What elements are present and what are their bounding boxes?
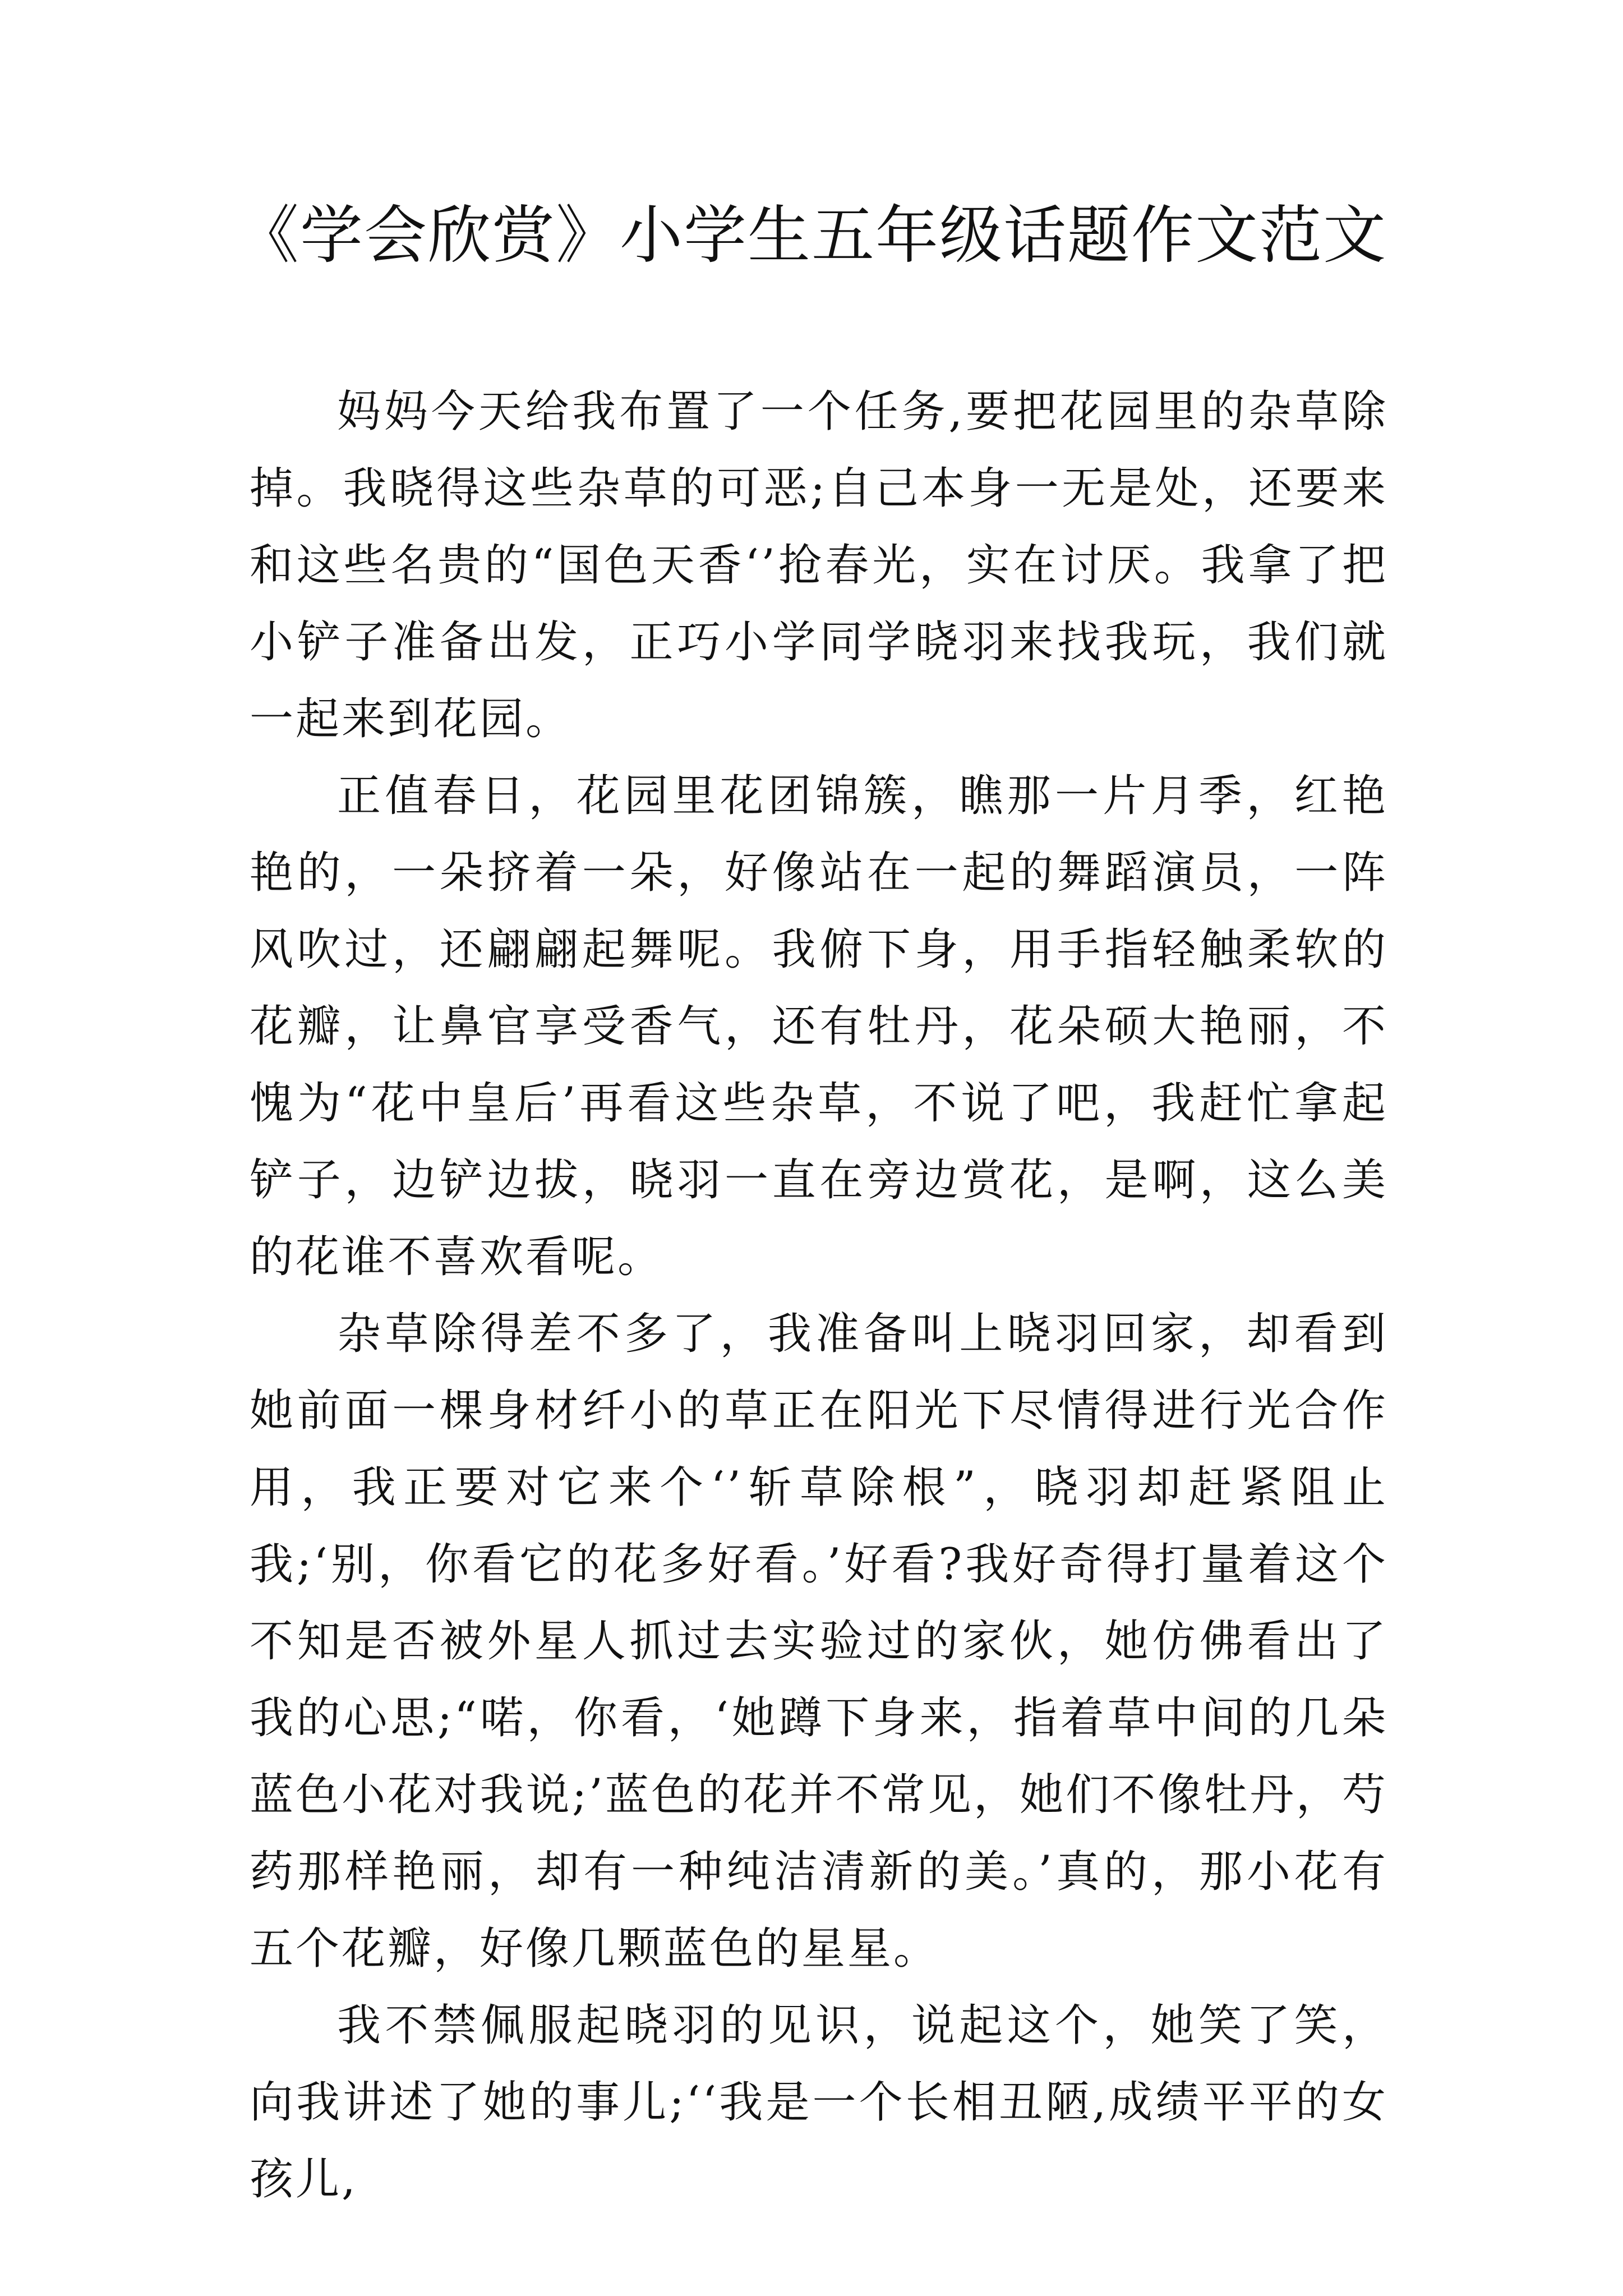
document-title: 《学会欣赏》小学生五年级话题作文范文 bbox=[236, 199, 1387, 272]
paragraph-2: 正值春日，花园里花团锦簇，瞧那一片月季，红艳艳的，一朵挤着一朵，好像站在一起的舞蹈演员，一阵风吹过，还翩翩起舞呢。我俯下身，用手指轻触柔软的花瓣，让鼻官享受香气，还有牡丹，花朵硕大艳丽，不愧为“花中皇后’再看这些杂草，不说了吧，我赶忙拿起铲子，边铲边拔，晓羽一直在旁边赏花，是啊，这么美的花谁不喜欢看呢。 bbox=[250, 771, 1388, 1282]
paragraph-3: 杂草除得差不多了，我准备叫上晓羽回家，却看到她前面一棵身材纤小的草正在阳光下尽情得进行光合作用，我正要对它来个‘’斩草除根”，晓羽却赶紧阻止我;‘别，你看它的花多好看。’好看?我好奇得打量着这个不知是否被外星人抓过去实验过的家伙，她仿佛看出了我的心思;“喏，你看，‘她蹲下身来，指着草中间的几朵蓝色小花对我说;’蓝色的花并不常见，她们不像牡丹，芍药那样艳丽，却有一种纯洁清新的美。’真的，那小花有五个花瓣，好像几颗蓝色的星星。 bbox=[250, 1309, 1388, 1974]
paragraph-1: 妈妈今天给我布置了一个任务,要把花园里的杂草除掉。我晓得这些杂草的可恶;自己本身一无是处，还要来和这些名贵的“国色天香‘’抢春光，实在讨厌。我拿了把小铲子准备出发，正巧小学同学晓羽来找我玩，我们就一起来到花园。 bbox=[250, 386, 1388, 744]
paragraph-4: 我不禁佩服起晓羽的见识，说起这个，她笑了笑，向我讲述了她的事儿;‘‘我是一个长相丑陋,成绩平平的女孩儿, bbox=[250, 2000, 1388, 2205]
document-body bbox=[250, 374, 1388, 2218]
